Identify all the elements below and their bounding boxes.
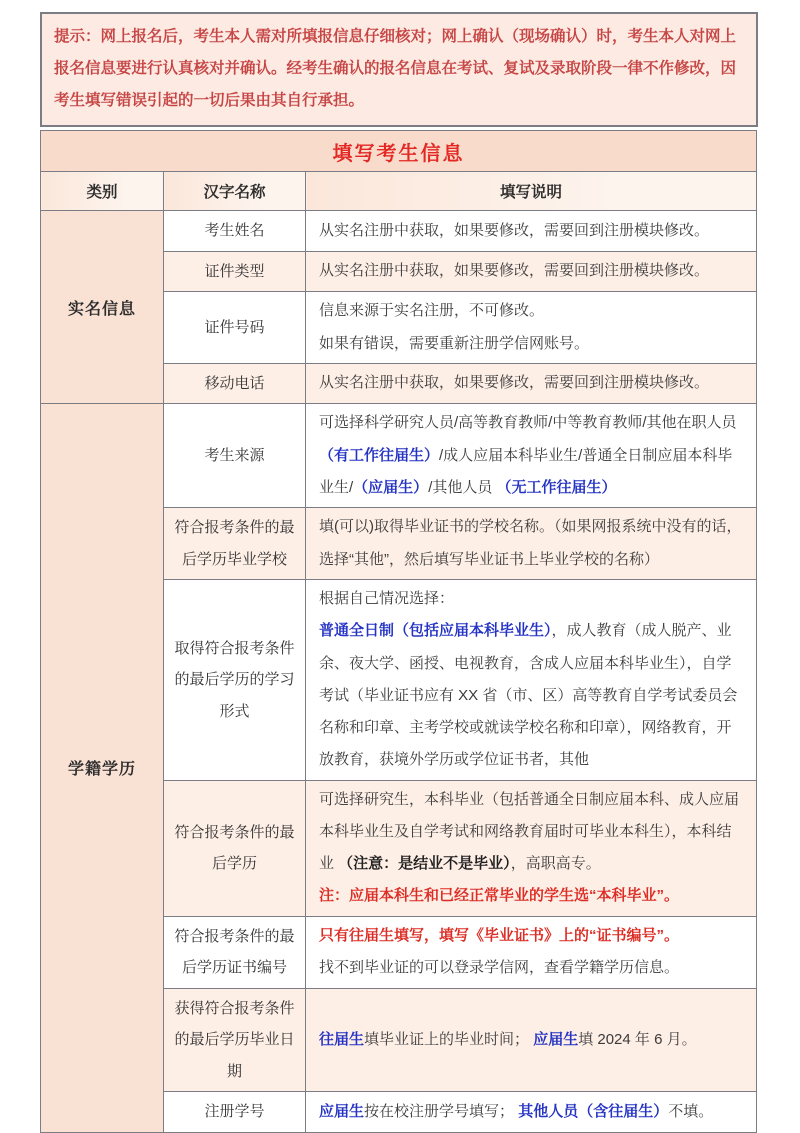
description-segment: （应届生） xyxy=(353,478,429,496)
column-header-category: 类别 xyxy=(41,172,164,211)
description-segment: 按在校注册学号填写； xyxy=(364,1102,519,1120)
field-name-cell: 符合报考条件的最后学历 xyxy=(164,780,306,916)
description-line xyxy=(319,511,743,576)
description-segment: 填(可以)取得毕业证书的学校名称。（如果网报系统中没有的话，选择“其他”，然后填写毕业证书上毕业学校的名称） xyxy=(319,518,742,568)
description-segment: /成人应届本科毕业生/普通全日制应届本科毕业生/ xyxy=(319,446,733,496)
description-segment: 往届生 xyxy=(319,1030,365,1048)
field-name-cell: 考生来源 xyxy=(164,404,306,508)
description-line xyxy=(319,784,743,881)
field-description-cell xyxy=(306,404,757,508)
field-name-cell: 移动电话 xyxy=(164,363,306,404)
description-line xyxy=(319,328,743,360)
description-segment: ，高职高专。 xyxy=(510,855,601,873)
description-segment: （有工作往届生） xyxy=(319,446,440,464)
description-segment: （注意：是结业不是毕业） xyxy=(338,855,511,873)
field-name-cell: 证件类型 xyxy=(164,251,306,292)
description-segment: 信息来源于实名注册，不可修改。 xyxy=(319,302,545,320)
description-line xyxy=(319,1024,743,1056)
description-segment: 从实名注册中获取，如果要修改，需要回到注册模块修改。 xyxy=(319,221,710,239)
field-name-cell: 符合报考条件的最后学历证书编号 xyxy=(164,916,306,988)
notice-box xyxy=(40,12,758,127)
description-line xyxy=(319,1096,743,1128)
description-segment: 不填。 xyxy=(668,1102,714,1120)
description-line xyxy=(319,615,743,776)
field-description-cell xyxy=(306,916,757,988)
field-name-cell: 考生姓名 xyxy=(164,211,306,252)
description-segment: 填 2024 年 6 月。 xyxy=(578,1030,697,1048)
description-segment: 只有往届生填写，填写《毕业证书》上的“证书编号”。 xyxy=(319,926,680,944)
field-description-cell xyxy=(306,508,757,580)
field-name-cell: 获得符合报考条件的最后学历毕业日期 xyxy=(164,988,306,1092)
field-name-cell: 注册学号 xyxy=(164,1092,306,1133)
field-description-cell xyxy=(306,363,757,404)
description-segment: 可选择科学研究人员/高等教育教师/中等教育教师/其他在职人员 xyxy=(319,414,737,432)
description-line xyxy=(319,295,743,327)
description-segment: ，成人教育（成人脱产、业余、夜大学、函授、电视教育，含成人应届本科毕业生），自学考试（毕业证书应有 XX 省（市、区）高等教育自学考试委员会名称和印章、主考学校或就读学校名称和印章），网络教育，开放教育，获境外学历或学位证书者，其他 xyxy=(319,622,738,769)
description-segment: 应届生 xyxy=(319,1102,365,1120)
field-description-cell xyxy=(306,580,757,781)
field-name-cell: 取得符合报考条件的最后学历的学习形式 xyxy=(164,580,306,781)
description-segment: 如果有错误，需要重新注册学信网账号。 xyxy=(319,334,590,352)
table-header-row xyxy=(41,172,757,211)
description-line xyxy=(319,215,743,247)
page-title: 填写考生信息 xyxy=(41,131,757,172)
table-title-row xyxy=(41,131,757,172)
description-line xyxy=(319,255,743,287)
table-row xyxy=(41,211,757,252)
description-segment: 填毕业证上的毕业时间； xyxy=(364,1030,534,1048)
description-segment: 应届生 xyxy=(533,1030,579,1048)
description-line xyxy=(319,952,743,984)
column-header-description: 填写说明 xyxy=(306,172,757,211)
field-description-cell xyxy=(306,211,757,252)
description-segment: 找不到毕业证的可以登录学信网，查看学籍学历信息。 xyxy=(319,959,680,977)
table-body xyxy=(41,211,757,1132)
description-line xyxy=(319,583,743,615)
category-cell: 实名信息 xyxy=(41,211,164,404)
description-segment: 普通全日制（包括应届本科毕业生） xyxy=(319,622,552,640)
notice-text: 提示：网上报名后，考生本人需对所填报信息仔细核对；网上确认（现场确认）时，考生本人对网上报名信息要进行认真核对并确认。经考生确认的报名信息在考试、复试及录取阶段一律不作修改，因考生填写错误引起的一切后果由其自行承担。 xyxy=(54,28,737,109)
description-segment: 从实名注册中获取，如果要修改，需要回到注册模块修改。 xyxy=(319,374,710,392)
description-segment: 根据自己情况选择： xyxy=(319,590,455,608)
table-row xyxy=(41,404,757,508)
field-description-cell xyxy=(306,988,757,1092)
description-line xyxy=(319,367,743,399)
field-description-cell xyxy=(306,1092,757,1133)
description-line xyxy=(319,407,743,504)
description-segment: （无工作往届生） xyxy=(496,478,617,496)
description-segment: 其他人员（含往届生） xyxy=(518,1102,669,1120)
description-segment: 从实名注册中获取，如果要修改，需要回到注册模块修改。 xyxy=(319,262,710,280)
candidate-info-table xyxy=(40,130,757,1132)
description-line xyxy=(319,880,743,912)
field-description-cell xyxy=(306,251,757,292)
description-segment: 注：应届本科生和已经正常毕业的学生选“本科毕业”。 xyxy=(319,887,680,905)
column-header-name: 汉字名称 xyxy=(164,172,306,211)
description-segment: 可选择研究生，本科毕业（包括普通全日制应届本科、成人应届本科毕业生及自学考试和网络教育届时可毕业本科生），本科结业 xyxy=(319,790,740,873)
field-name-cell: 证件号码 xyxy=(164,292,306,364)
description-segment: /其他人员 xyxy=(428,478,497,496)
category-cell: 学籍学历 xyxy=(41,404,164,1132)
field-name-cell: 符合报考条件的最后学历毕业学校 xyxy=(164,508,306,580)
description-line xyxy=(319,920,743,952)
field-description-cell xyxy=(306,780,757,916)
field-description-cell xyxy=(306,292,757,364)
